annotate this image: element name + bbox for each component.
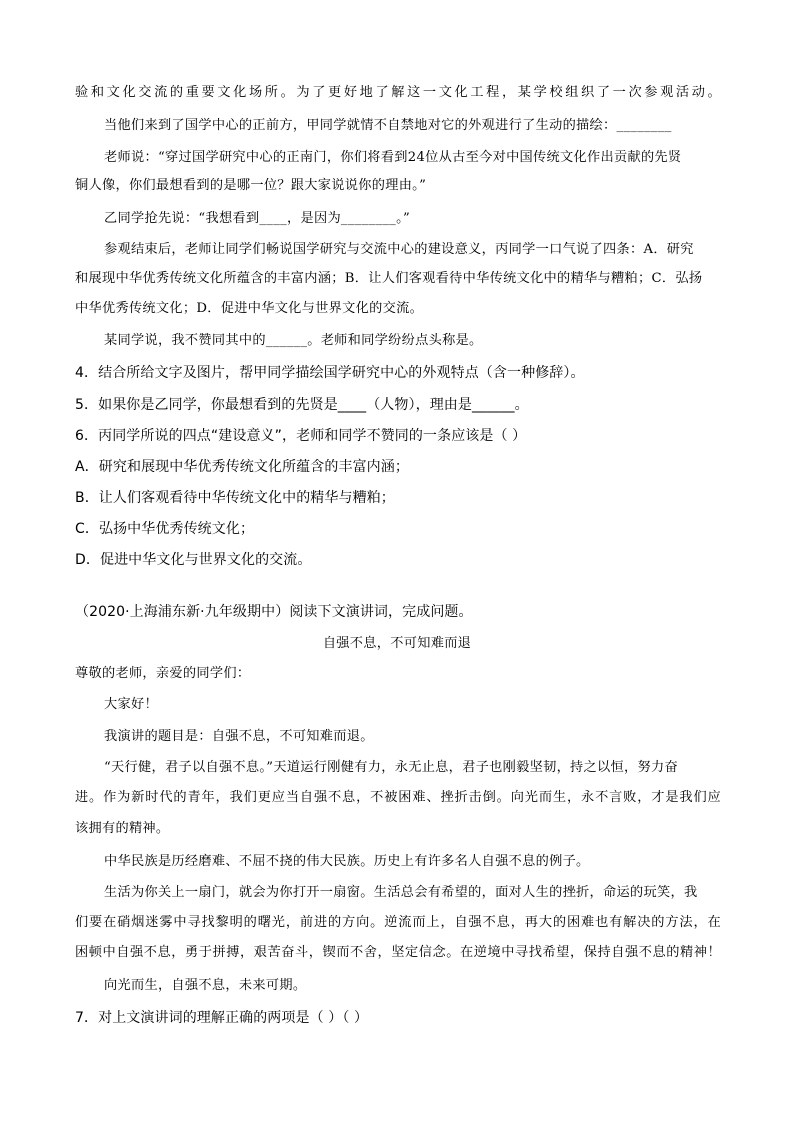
speech-paragraph: “天行健，君子以自强不息。”天道运行刚健有力，永无止息，君子也刚毅坚韧，持之以恒，努力奋: [104, 760, 678, 775]
question-7: 7．对上文演讲词的理解正确的两项是（ ）（ ）: [75, 1010, 369, 1026]
passage-line: 验和文化交流的重要文化场所。为了更好地了解这一文化工程，某学校组织了一次参观活动。: [75, 85, 721, 100]
speech-paragraph: 向光而生，自强不息，未来可期。: [104, 978, 307, 993]
passage-line: 和展现中华优秀传统文化所蕴含的丰富内涵；B．让人们客观看待中华传统文化中的精华与糟粕；C．弘扬: [75, 271, 703, 286]
passage-line: 中华优秀传统文化；D．促进中华文化与世界文化的交流。: [75, 301, 424, 316]
question-4: 4．结合所给文字及图片，帮甲同学描绘国学研究中心的外观特点（含一种修辞）。: [75, 365, 585, 381]
speech-paragraph: 中华民族是历经磨难、不屈不挠的伟大民族。历史上有许多名人自强不息的例子。: [104, 854, 590, 869]
speech-paragraph: 我演讲的题目是：自强不息，不可知难而退。: [104, 729, 374, 744]
passage-line: 当他们来到了国学中心的正前方，甲同学就情不自禁地对它的外观进行了生动的描绘：________: [104, 118, 672, 133]
speech-greeting: 尊敬的老师，亲爱的同学们：: [75, 666, 251, 681]
question-5: 5．如果你是乙同学，你最想看到的先贤是____（人物），理由是______。: [75, 397, 529, 413]
passage-line: 乙同学抢先说：“我想看到____，是因为________。”: [104, 211, 411, 226]
speech-paragraph: 该拥有的精神。: [75, 821, 170, 836]
option-b: B．让人们客观看待中华传统文化中的精华与糟粕；: [75, 490, 395, 506]
speech-paragraph: 进。作为新时代的青年，我们更应当自强不息，不被困难、挫折击倒。向光而生，永不言败，才是我们应: [75, 790, 721, 805]
speech-paragraph: 生活为你关上一扇门，就会为你打开一扇窗。生活总会有希望的，面对人生的挫折，命运的玩笑，我: [104, 885, 698, 900]
passage-line: 某同学说，我不赞同其中的______。老师和同学纷纷点头称是。: [104, 333, 483, 348]
passage-line: 参观结束后，老师让同学们畅说国学研究与交流中心的建设意义，丙同学一口气说了四条：A．研究: [104, 242, 694, 257]
speech-paragraph: 们要在硝烟迷雾中寻找黎明的曙光，前进的方向。逆流而上，自强不息，再大的困难也有解决的方法，在: [75, 915, 721, 930]
passage-line: 老师说：“穿过国学研究中心的正南门，你们将看到24位从古至今对中国传统文化作出贡献的先贤: [104, 150, 682, 165]
option-c: C．弘扬中华优秀传统文化；: [75, 521, 255, 537]
speech-paragraph: 困顿中自强不息，勇于拼搏，艰苦奋斗，锲而不舍，坚定信念。在逆境中寻找希望，保持自强不息的精神！: [75, 945, 721, 960]
speech-paragraph: 大家好！: [104, 697, 158, 712]
question-6: 6．丙同学所说的四点“建设意义”，老师和同学不赞同的一条应该是（ ）: [75, 428, 527, 444]
option-a: A．研究和展现中华优秀传统文化所蕴含的丰富内涵；: [75, 459, 409, 475]
passage-line: 铜人像，你们最想看到的是哪一位？跟大家说说你的理由。”: [75, 178, 427, 193]
speech-title: 自强不息，不可知难而退: [322, 636, 472, 651]
option-d: D．促进中华文化与世界文化的交流。: [75, 552, 312, 568]
section-source: （2020·上海浦东新·九年级期中）阅读下文演讲词，完成问题。: [75, 604, 473, 620]
